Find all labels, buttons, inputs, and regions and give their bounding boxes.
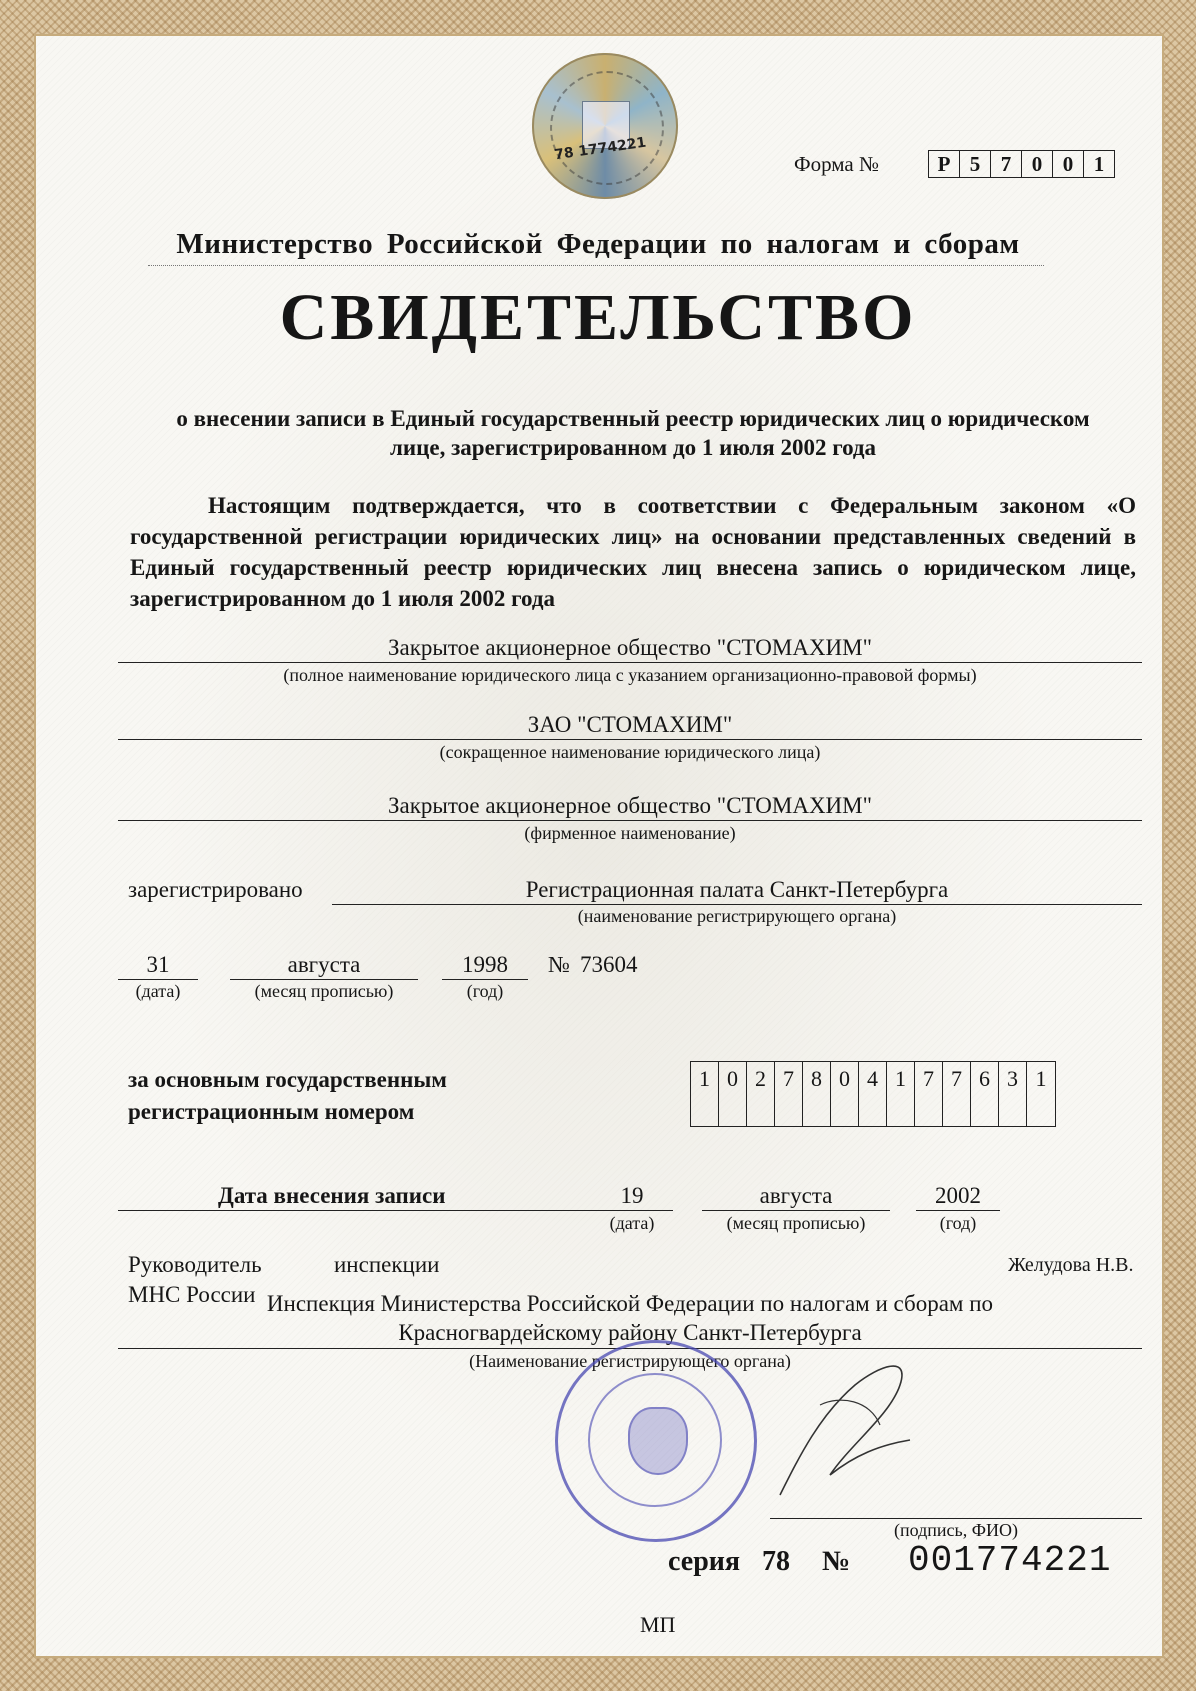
underline — [770, 1518, 1142, 1519]
reg-day: 31 — [146, 952, 170, 977]
form-code-char: 7 — [991, 151, 1022, 177]
confirmation-paragraph — [130, 490, 1136, 614]
serial-number-sign: № — [822, 1546, 851, 1577]
entry-month-caption: (месяц прописью) — [726, 1213, 866, 1233]
underline — [332, 904, 1142, 905]
reg-month: августа — [287, 952, 361, 977]
ogrn-digit: 0 — [831, 1062, 859, 1126]
entry-year: 2002 — [935, 1183, 981, 1208]
head-title-word-2: инспекции — [334, 1252, 440, 1277]
entry-year-caption: (год) — [939, 1213, 977, 1233]
reg-day-caption: (дата) — [135, 981, 181, 1001]
subtitle-line-2: лице, зарегистрированном до 1 июля 2002 года — [389, 435, 877, 460]
inspection-line-1: Инспекция Министерства Российской Федерации по налогам и сборам по — [266, 1291, 994, 1316]
seal-place-mark: МП — [640, 1612, 676, 1637]
ogrn-label — [128, 1064, 447, 1128]
form-code-char: Р — [929, 151, 960, 177]
entry-day-caption: (дата) — [609, 1213, 655, 1233]
reg-number: 73604 — [580, 952, 638, 977]
reg-year-caption: (год) — [466, 981, 504, 1001]
underline — [442, 979, 528, 980]
reg-month-caption: (месяц прописью) — [254, 981, 394, 1001]
full-name-caption: (полное наименование юридического лица с указанием организационно-правовой формы) — [283, 665, 977, 685]
ogrn-label-line-2: регистрационным номером — [128, 1099, 415, 1124]
reg-number-sign: № — [548, 952, 570, 977]
underline — [118, 979, 198, 980]
underline — [118, 662, 1142, 663]
short-name-value: ЗАО "СТОМАХИМ" — [527, 712, 733, 737]
ogrn-digit: 1 — [1035, 1066, 1047, 1091]
signature-caption: (подпись, ФИО) — [894, 1520, 1018, 1540]
reg-year: 1998 — [462, 952, 508, 977]
underline — [118, 1210, 673, 1211]
entry-day: 19 — [620, 1183, 644, 1208]
inspection-caption: (Наименование регистрирующего органа) — [469, 1351, 791, 1371]
form-code-char: 0 — [1053, 151, 1084, 177]
inspection-line-2: Красногвардейскому району Санкт-Петербурга — [398, 1320, 862, 1345]
ogrn-digit: 1 — [691, 1062, 719, 1126]
ogrn-digit: 8 — [803, 1062, 831, 1126]
short-name-caption: (сокращенное наименование юридического лица) — [439, 742, 821, 762]
registering-body-value: Регистрационная палата Санкт-Петербурга — [525, 877, 949, 902]
ogrn-number — [690, 1061, 1056, 1127]
document-subtitle — [128, 404, 1138, 462]
ogrn-label-line-1: за основным государственным — [128, 1067, 447, 1092]
firm-name-value: Закрытое акционерное общество "СТОМАХИМ" — [387, 793, 873, 818]
head-title-word-1: Руководитель — [128, 1252, 262, 1277]
hologram-number: 78 1774221 — [553, 134, 648, 164]
registered-label: зарегистрировано — [128, 877, 303, 902]
hologram-seal — [532, 53, 678, 199]
underline — [118, 820, 1142, 821]
paragraph-text: Настоящим подтверждается, что в соответствии с Федеральным законом «О государственной регистрации юридических лиц» на основании представленных сведений в Единый государственный реестр юридических лиц внесена запись о юридическом лице, зарегистрированном до 1 июля 2002 года — [130, 493, 1136, 611]
series-label: серия — [668, 1546, 741, 1577]
registering-body-caption: (наименование регистрирующего органа) — [577, 906, 897, 926]
form-label: Форма № — [794, 152, 880, 176]
form-code-char: 1 — [1093, 151, 1105, 176]
ogrn-digit: 2 — [747, 1062, 775, 1126]
signature — [760, 1345, 930, 1505]
ogrn-digit: 0 — [719, 1062, 747, 1126]
entry-date-label: Дата внесения записи — [218, 1183, 446, 1208]
divider — [148, 265, 1044, 266]
entry-month: августа — [759, 1183, 833, 1208]
form-code-char: 5 — [960, 151, 991, 177]
head-title-line-2: МНС России — [128, 1282, 256, 1307]
serial-number: 001774221 — [908, 1540, 1112, 1581]
subtitle-line-1: о внесении записи в Единый государственный реестр юридических лиц о юридическом — [176, 406, 1090, 431]
firm-name-caption: (фирменное наименование) — [524, 823, 736, 843]
ogrn-digit: 7 — [943, 1062, 971, 1126]
ministry-heading: Министерство Российской Федерации по налогам и сборам — [176, 228, 1020, 260]
head-name: Желудова Н.В. — [1008, 1254, 1134, 1276]
underline — [230, 979, 418, 980]
document-title: СВИДЕТЕЛЬСТВО — [279, 281, 917, 354]
form-code — [928, 150, 1115, 178]
ogrn-digit: 7 — [775, 1062, 803, 1126]
underline — [916, 1210, 1000, 1211]
underline — [702, 1210, 890, 1211]
form-code-char: 0 — [1022, 151, 1053, 177]
series-value: 78 — [762, 1546, 790, 1577]
ogrn-digit: 3 — [999, 1062, 1027, 1126]
ogrn-digit: 1 — [887, 1062, 915, 1126]
ogrn-digit: 7 — [915, 1062, 943, 1126]
full-name-value: Закрытое акционерное общество "СТОМАХИМ" — [387, 635, 873, 660]
official-stamp — [555, 1340, 757, 1542]
eagle-emblem-icon — [628, 1407, 688, 1475]
underline — [118, 739, 1142, 740]
ogrn-digit: 6 — [971, 1062, 999, 1126]
ogrn-digit: 4 — [859, 1062, 887, 1126]
